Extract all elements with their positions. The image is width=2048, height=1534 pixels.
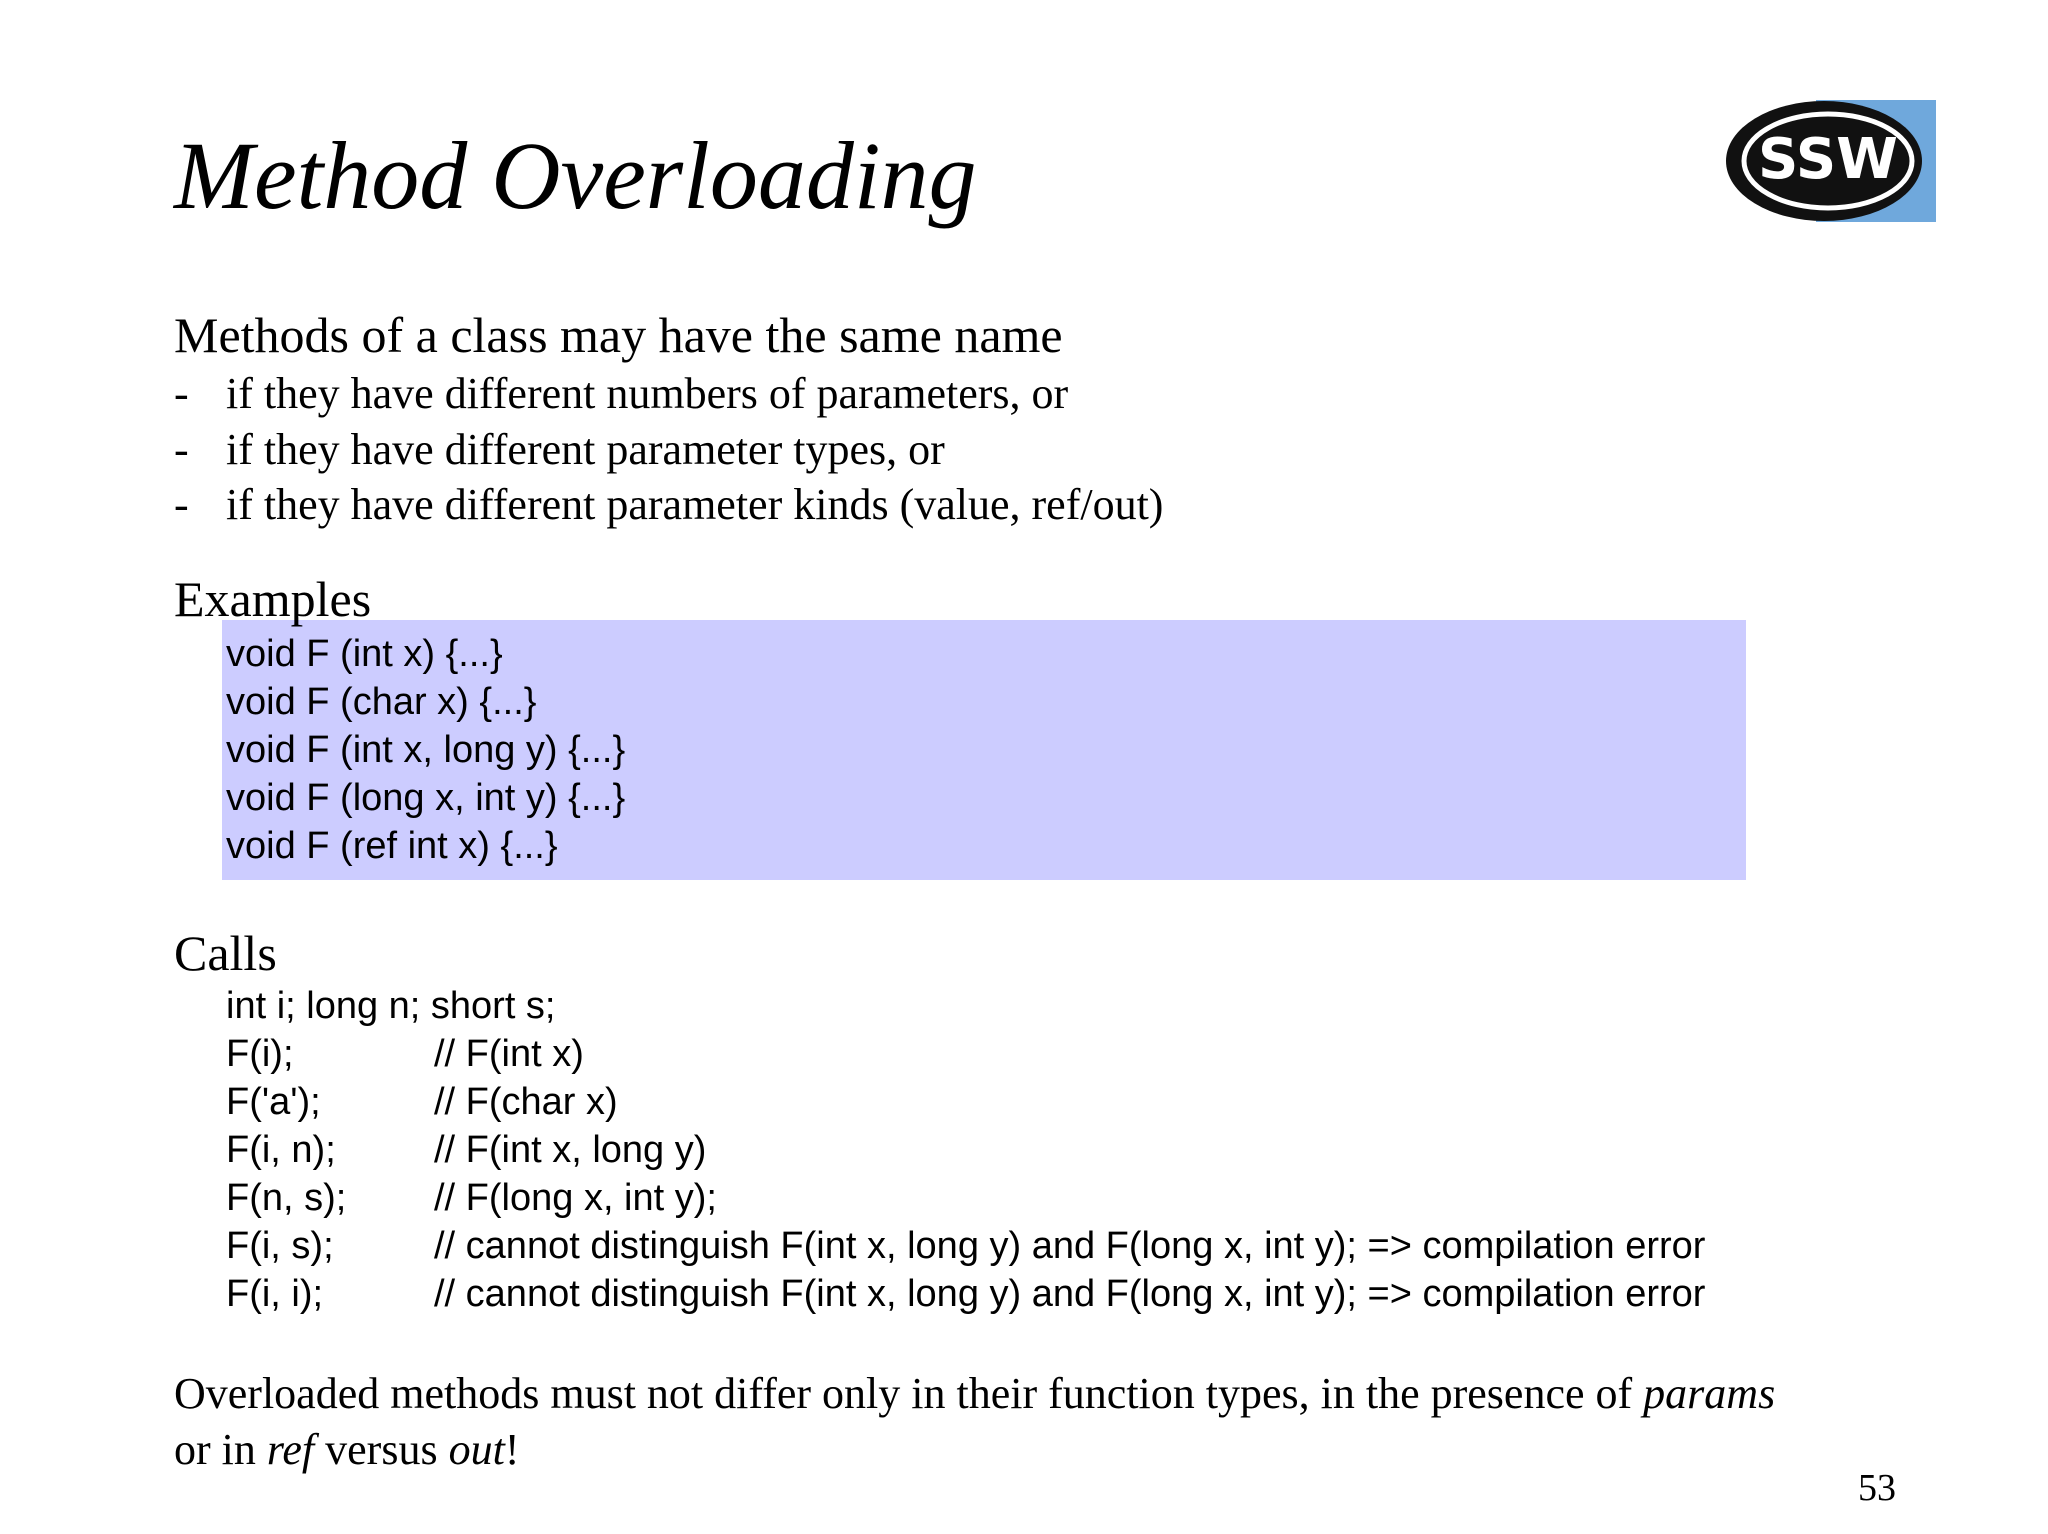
page-number: 53 (1858, 1467, 1896, 1509)
calls-declaration: int i; long n; short s; (226, 985, 556, 1027)
call-statement: F(i, i); (226, 1273, 324, 1315)
rule-item-text: if they have different parameter kinds (value, ref/out) (226, 480, 1164, 529)
examples-heading: Examples (174, 571, 372, 627)
rule-item (174, 480, 1164, 529)
note-text: versus (314, 1425, 449, 1474)
call-statement: F(i); (226, 1033, 294, 1075)
note-text: ! (504, 1425, 520, 1474)
call-statement: F('a'); (226, 1081, 321, 1123)
call-comment: // F(int x) (434, 1033, 584, 1075)
note-params-keyword: params (1643, 1369, 1776, 1418)
note-text: or in (174, 1425, 267, 1474)
call-row (226, 1035, 584, 1073)
note-ref-keyword: ref (266, 1425, 315, 1474)
call-row (226, 1179, 717, 1217)
call-statement: F(i, n); (226, 1129, 336, 1171)
note-text: Overloaded methods must not differ only in their function types, in the presence of (174, 1369, 1644, 1418)
bullet-dash: - (174, 480, 189, 529)
call-row (226, 1083, 618, 1121)
rule-item-text: if they have different parameter types, or (226, 425, 945, 474)
call-statement: F(n, s); (226, 1177, 347, 1219)
overload-note-line-2 (174, 1425, 520, 1474)
overload-note-line-1 (174, 1369, 1776, 1418)
call-row (226, 1275, 1705, 1313)
ssw-logo (1724, 100, 1936, 222)
slide-title: Method Overloading (174, 122, 977, 229)
call-row (226, 1227, 1705, 1265)
call-comment: // F(int x, long y) (434, 1129, 707, 1171)
bullet-dash: - (174, 425, 189, 474)
call-comment: // F(long x, int y); (434, 1177, 717, 1219)
call-comment: // cannot distinguish F(int x, long y) and F(long x, int y); => compilation error (434, 1273, 1706, 1315)
call-comment: // cannot distinguish F(int x, long y) and F(long x, int y); => compilation error (434, 1225, 1706, 1267)
rules-heading: Methods of a class may have the same name (174, 307, 1063, 363)
note-out-keyword: out (448, 1425, 505, 1474)
logo-text: SSW (1758, 127, 1898, 192)
example-line: void F (int x, long y) {...} (226, 729, 626, 771)
rule-item (174, 425, 945, 474)
rule-item (174, 369, 1069, 418)
rule-item-text: if they have different numbers of parameters, or (226, 369, 1069, 418)
bullet-dash: - (174, 369, 189, 418)
call-row (226, 1131, 706, 1169)
calls-heading: Calls (174, 925, 277, 981)
example-line: void F (ref int x) {...} (226, 825, 558, 867)
example-line: void F (char x) {...} (226, 681, 537, 723)
example-line: void F (long x, int y) {...} (226, 777, 626, 819)
example-line: void F (int x) {...} (226, 633, 503, 675)
call-statement: F(i, s); (226, 1225, 334, 1267)
call-comment: // F(char x) (434, 1081, 618, 1123)
